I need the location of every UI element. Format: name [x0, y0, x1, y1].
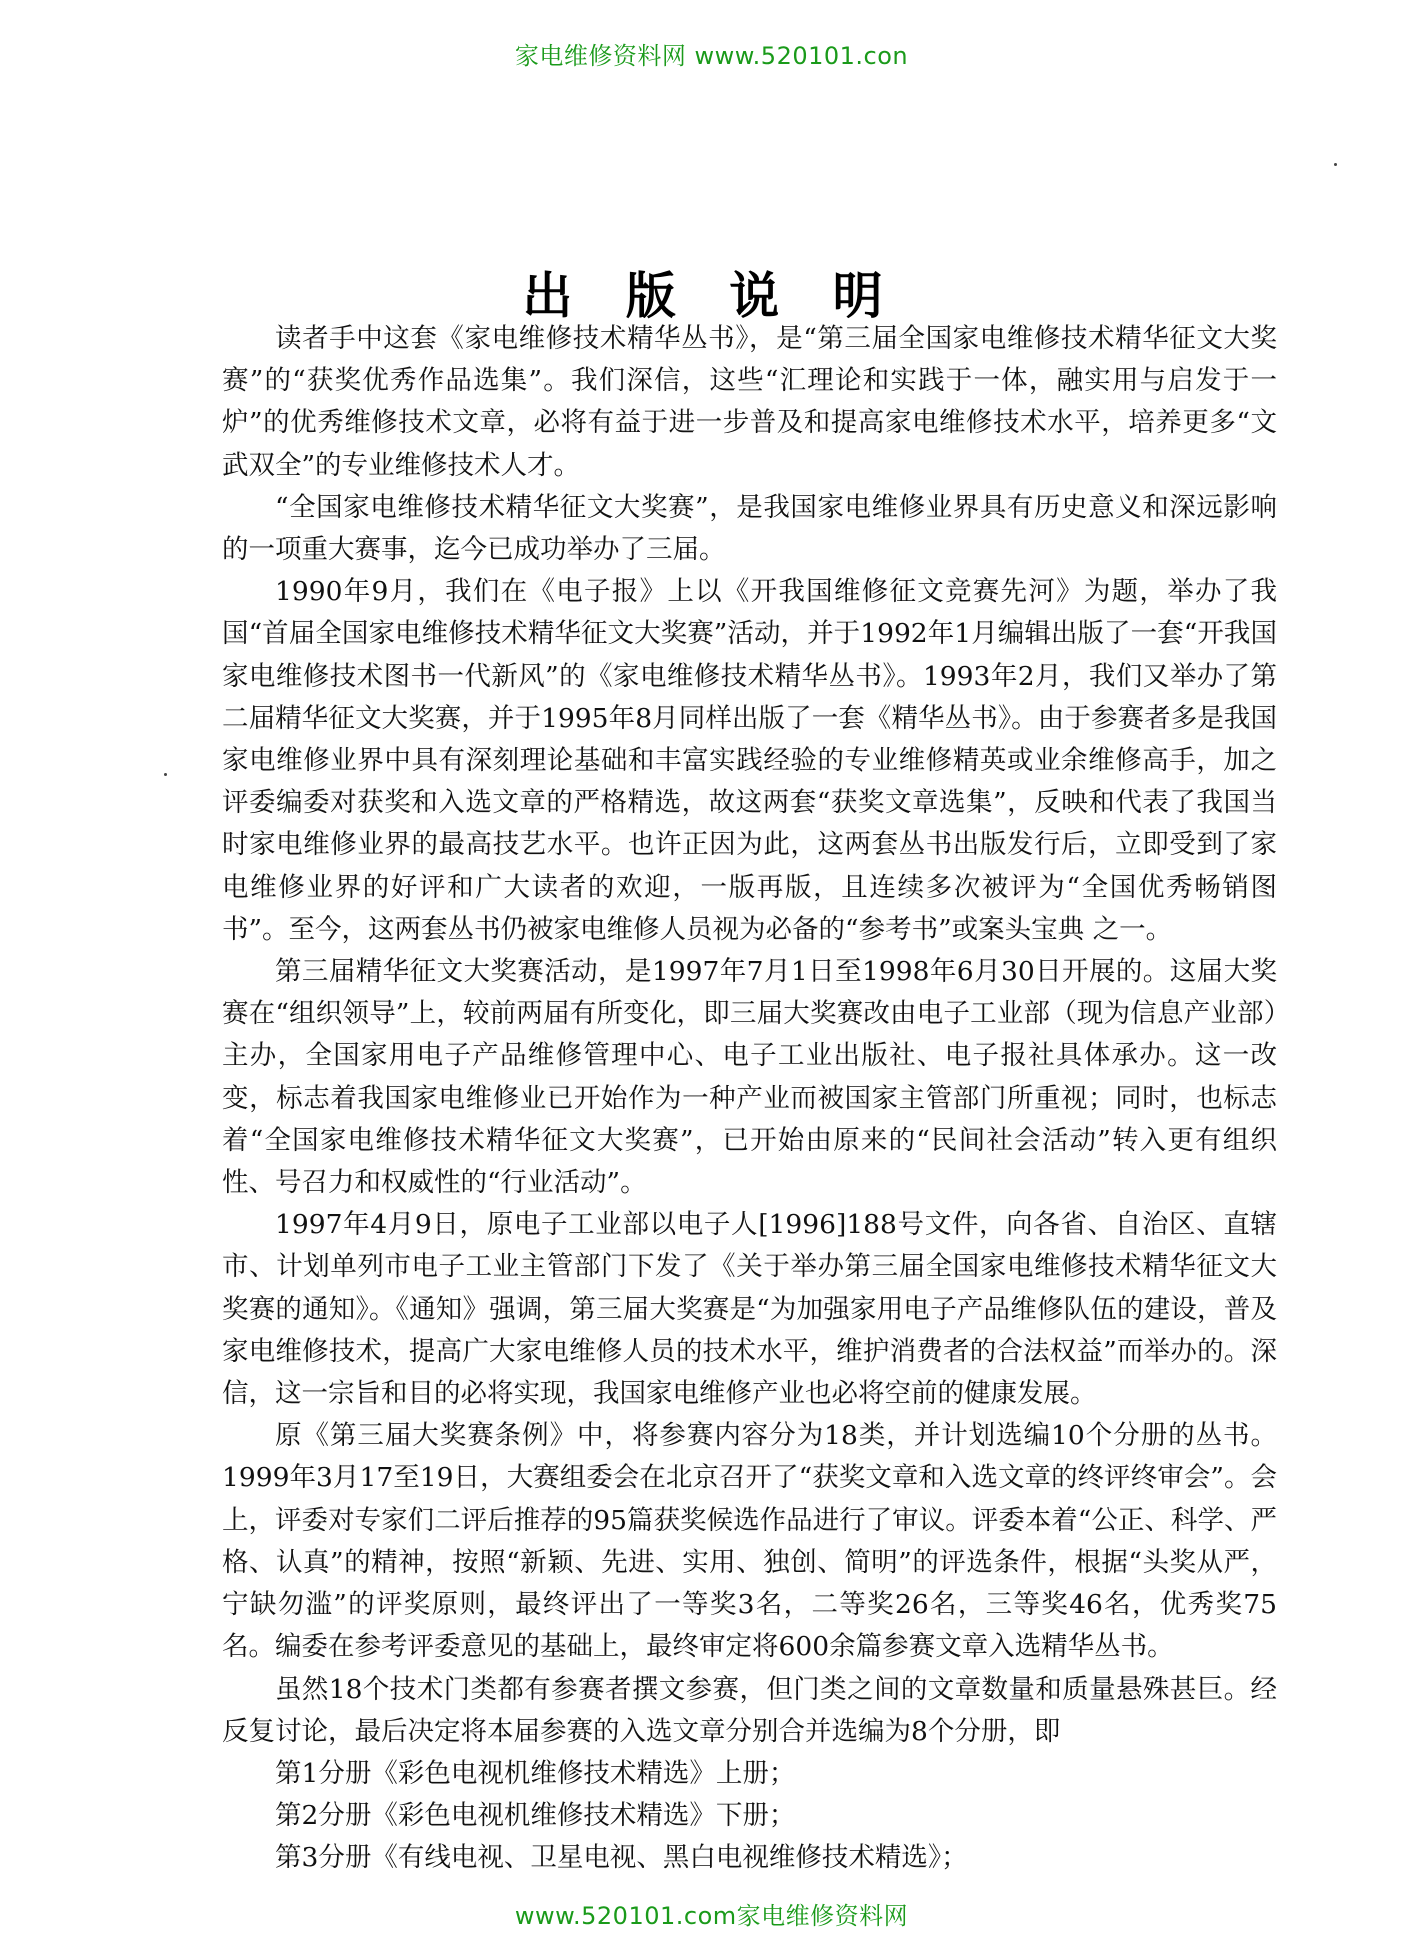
paragraph-intro: 读者手中这套《家电维修技术精华丛书》，是“第三届全国家电维修技术精华征文大奖赛”的“获奖优秀作品选集”。我们深信，这些“汇理论和实践于一体，融实用与启发于一炉”的优秀维修技术文章，必将有益于进一步普及和提高家电维修技术水平，培养更多“文武双全”的专业维修技术人才。	[222, 323, 1277, 481]
document-body	[222, 318, 1277, 1880]
scan-speck	[164, 773, 167, 776]
paragraph-review: 原《第三届大奖赛条例》中，将参赛内容分为18类，并计划选编10个分册的丛书。1999年3月17至19日，大赛组委会在北京召开了“获奖文章和入选文章的终评终审会”。会上，评委对专家们二评后推荐的95篇获奖候选作品进行了审议。评委本着“公正、科学、严格、认真”的精神，按照“新颖、先进、实用、独创、简明”的评选条件，根据“头奖从严，宁缺勿滥”的评奖原则，最终评出了一等奖3名，二等奖26名，三等奖46名，优秀奖75名。编委在参考评委意见的基础上，最终审定将600余篇参赛文章入选精华丛书。	[222, 1420, 1277, 1663]
watermark-top: 家电维修资料网 www.520101.con	[514, 42, 909, 70]
page-title: 出 版 说 明	[522, 266, 901, 325]
paragraph-contest-history: “全国家电维修技术精华征文大奖赛”，是我国家电维修业界具有历史意义和深远影响的一项重大赛事，迄今已成功举办了三届。	[222, 491, 1277, 566]
volume-list-item: 第1分册《彩色电视机维修技术精选》上册；	[275, 1757, 796, 1789]
volume-list-item: 第2分册《彩色电视机维修技术精选》下册；	[275, 1800, 796, 1832]
scan-speck	[1334, 163, 1337, 166]
paragraph-volumes-intro: 虽然18个技术门类都有参赛者撰文参赛，但门类之间的文章数量和质量悬殊甚巨。经反复讨论，最后决定将本届参赛的入选文章分别合并选编为8个分册，即	[222, 1673, 1277, 1747]
paragraph-third-contest: 第三届精华征文大奖赛活动，是1997年7月1日至1998年6月30日开展的。这届大奖赛在“组织领导”上，较前两届有所变化，即三届大奖赛改由电子工业部（现为信息产业部）主办，全国家用电子产品维修管理中心、电子工业出版社、电子报社具体承办。这一改变，标志着我国家电维修业已开始作为一种产业而被国家主管部门所重视；同时，也标志着“全国家电维修技术精华征文大奖赛”，已开始由原来的“民间社会活动”转入更有组织性、号召力和权威性的“行业活动”。	[222, 956, 1277, 1199]
watermark-bottom: www.520101.com家电维修资料网	[514, 1902, 909, 1930]
paragraph-notice: 1997年4月9日，原电子工业部以电子人[1996]188号文件，向各省、自治区、直辖市、计划单列市电子工业主管部门下发了《关于举办第三届全国家电维修技术精华征文大奖赛的通知》。《通知》强调，第三届大奖赛是“为加强家用电子产品维修队伍的建设，普及家电维修技术，提高广大家电维修人员的技术水平，维护消费者的合法权益”而举办的。深信，这一宗旨和目的必将实现，我国家电维修产业也必将空前的健康发展。	[222, 1209, 1277, 1410]
volume-list-item: 第3分册《有线电视、卫星电视、黑白电视维修技术精选》；	[275, 1842, 968, 1874]
paragraph-first-second-contest: 1990年9月，我们在《电子报》上以《开我国维修征文竞赛先河》为题，举办了我国“首届全国家电维修技术精华征文大奖赛”活动，并于1992年1月编辑出版了一套“开我国家电维修技术图书一代新风”的《家电维修技术精华丛书》。1993年2月，我们又举办了第二届精华征文大奖赛，并于1995年8月同样出版了一套《精华丛书》。由于参赛者多是我国家电维修业界中具有深刻理论基础和丰富实践经验的专业维修精英或业余维修高手，加之评委编委对获奖和入选文章的严格精选，故这两套“获奖文章选集”，反映和代表了我国当时家电维修业界的最高技艺水平。也许正因为此，这两套丛书出版发行后，立即受到了家电维修业界的好评和广大读者的欢迎，一版再版，且连续多次被评为“全国优秀畅销图书”。至今，这两套丛书仍被家电维修人员视为必备的“参考书”或案头宝典 之一。	[222, 576, 1277, 945]
